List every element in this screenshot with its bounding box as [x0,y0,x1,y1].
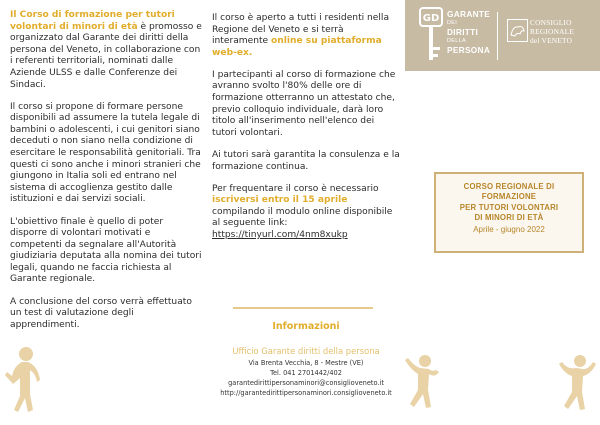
address: Via Brenta Vecchia, 8 - Mestre (VE) [248,359,364,367]
info-title: Informazioni [272,321,340,332]
garante-line-1: GARANTE [447,9,491,19]
garante-line-3: DIRITTI [447,27,479,37]
course-title-line-2: FORMAZIONE [481,192,537,202]
course-title-line-3: PER TUTORI VOLONTARI [459,202,559,212]
course-title-line-4: DI MINORI DI ETÀ [474,213,544,223]
email-address[interactable]: garantedirittipersonaminori@consiglioveneto.it [228,379,384,387]
certificate-paragraph: I partecipanti al corso di formazione che avranno svolto l'80% delle ore di formazione otterranno un attestato che, previo colloquio individuale, darà loro titolo all'inserimento nell'elenco dei tutori volontari. [212,69,396,138]
consiglio-line-1: CONSIGLIO [530,18,572,27]
goal-paragraph: L'obiettivo finale è quello di poter disporre di volontari motivati e competenti da segnalare all'Autorità giudiziaria deputata alla nomina dei tutori legali, quando ne faccia richiesta al Garante regionale. [10,216,202,285]
consiglio-lion-logo-icon [507,19,528,42]
intro-paragraph [10,10,202,91]
office-name: Ufficio Garante diritti della persona [232,346,380,356]
garante-line-2: DEI [447,20,458,26]
online-highlight: online su piattaforma web-ex. [212,36,382,58]
course-name-highlight: Il Corso di formazione per tutori volontari di minori di età [10,10,175,32]
registration-text-end: compilando il modulo online disponibile al seguente link: [212,206,393,229]
garante-line-4: DELLA [447,38,466,44]
child-jumping-right-icon [556,352,600,425]
divider [233,307,373,309]
child-silhouette-icon [0,340,40,425]
svg-text:GD: GD [422,13,440,24]
registration-paragraph [212,184,400,242]
purpose-paragraph: Il corso si propone di formare persone disponibili ad assumere la tutela legale di bambini o adolescenti, i cui genitori siano deceduti o non siano nella condizione di esercitare le responsabilità genitoriali. Tra questi ci sono anche i minori stranieri che giungono in Italia soli ed entrano nel sistema di accoglienza gestito dalle istituzioni e dai servizi sociali. [10,101,201,205]
course-dates: Aprile - giugno 2022 [473,224,545,234]
consiglio-line-3: del VENETO [530,36,573,45]
website-address[interactable]: http://garantedirittipersonaminori.consiglioveneto.it [220,389,392,397]
left-column [10,10,202,342]
support-paragraph: Ai tutori sarà garantita la consulenza e la formazione continua. [212,149,400,172]
registration-text: Per frequentare il corso è necessario [212,183,379,194]
course-title-line-1: CORSO REGIONALE DI [463,182,555,191]
middle-column [212,13,400,252]
test-paragraph: A conclusione del corso verrà effettuato un test di valutazione degli apprendimenti. [10,296,192,330]
header-divider [497,12,498,60]
deadline-highlight: iscriversi entro il 15 aprile [212,195,348,206]
child-running-left-icon [404,352,446,425]
intro-text: è promosso e organizzato dal Garante dei diritti della persona del Veneto, in collaborazione con i referenti territoriali, nominati dalle Aziende ULSS e dalle Conferenze dei Sindaci. [10,21,202,90]
course-title-box [434,172,584,253]
consiglio-line-2: REGIONALE [530,27,575,36]
access-paragraph [212,13,400,59]
garante-key-logo-icon [419,7,443,63]
registration-link[interactable]: https://tinyurl.com/4nm8xukp [212,230,348,240]
access-text: Il corso è aperto a tutti i residenti nella Regione del Veneto e si terrà interamente [212,13,390,47]
garante-line-5: PERSONA [447,45,491,55]
telephone: Tel. 041 2701442/402 [270,369,342,377]
